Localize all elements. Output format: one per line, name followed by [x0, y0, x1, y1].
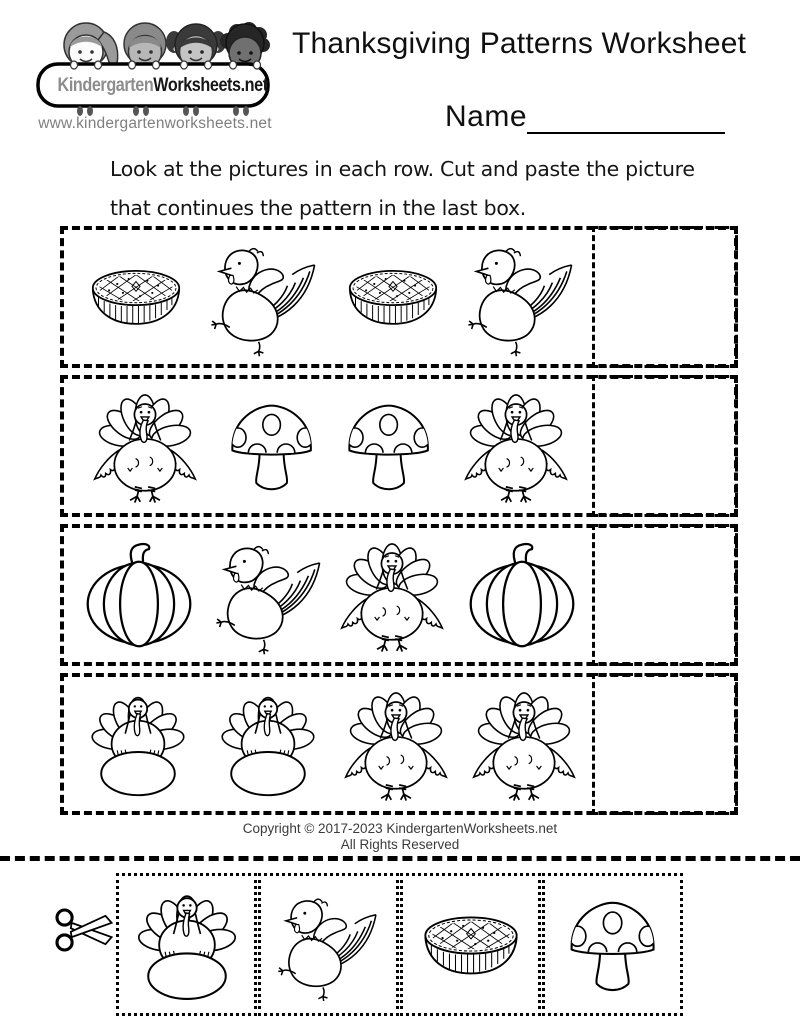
brand-sign — [57, 65, 268, 105]
instructions — [110, 150, 730, 228]
turkey-running-image — [214, 535, 326, 655]
pie-image — [415, 903, 527, 987]
pie-image — [340, 257, 446, 337]
turkey-standing-image — [469, 682, 579, 806]
pattern-row-4 — [60, 673, 738, 815]
pumpkin-image — [75, 541, 203, 649]
cut-here-line — [0, 856, 800, 861]
mushroom-image — [343, 395, 435, 497]
turkey-running-image — [209, 237, 321, 357]
scissors-icon — [53, 901, 117, 959]
turkey-sitting-image — [128, 882, 246, 1008]
instructions-line-1: Look at the pictures in each row. Cut and paste the picture — [110, 157, 695, 181]
mushroom-image — [565, 892, 661, 998]
mushroom-image — [226, 395, 318, 497]
pattern-row-2-pictures — [64, 379, 597, 513]
pattern-row-3 — [60, 524, 738, 666]
brand-kindergarten: Kindergarten — [57, 74, 154, 96]
turkey-standing-image — [461, 384, 571, 508]
cutout-strip — [116, 873, 683, 1016]
site-url: www.kindergartenworksheets.net — [38, 115, 272, 132]
name-blank-line — [527, 100, 725, 134]
turkey-running-image — [466, 237, 578, 357]
pattern-row-3-pictures — [64, 528, 597, 662]
turkey-sitting-image — [212, 682, 324, 806]
copyright — [0, 821, 800, 853]
pattern-row-4-pictures — [64, 677, 597, 811]
pattern-row-2-answer-box — [592, 375, 738, 517]
cutout-box-mushroom — [542, 873, 683, 1016]
brand-worksheets: Worksheets.net — [153, 74, 268, 96]
pattern-row-1-pictures — [64, 230, 597, 364]
page-title: Thanksgiving Patterns Worksheet — [292, 27, 747, 60]
pumpkin-image — [458, 541, 586, 649]
copyright-line-1: Copyright © 2017-2023 KindergartenWorksheets.net — [242, 821, 558, 836]
pattern-row-3-answer-box — [592, 524, 738, 666]
pattern-row-2 — [60, 375, 738, 517]
cutout-box-pie — [400, 873, 541, 1016]
pattern-row-4-answer-box — [592, 673, 738, 815]
instructions-line-2: that continues the pattern in the last box. — [110, 196, 527, 220]
turkey-sitting-image — [82, 682, 194, 806]
copyright-line-2: All Rights Reserved — [340, 837, 460, 852]
pattern-row-1-answer-box — [592, 226, 738, 368]
turkey-running-image — [276, 888, 382, 1002]
pattern-rows — [60, 226, 738, 822]
turkey-standing-image — [90, 384, 200, 508]
name-label: Name — [445, 100, 528, 133]
cutout-box-turkey-sitting — [116, 873, 257, 1016]
turkey-standing-image — [341, 682, 451, 806]
name-row — [445, 100, 725, 134]
pie-image — [83, 257, 189, 337]
cutout-box-turkey-running — [258, 873, 399, 1016]
turkey-standing-image — [337, 533, 447, 657]
pattern-row-1 — [60, 226, 738, 368]
